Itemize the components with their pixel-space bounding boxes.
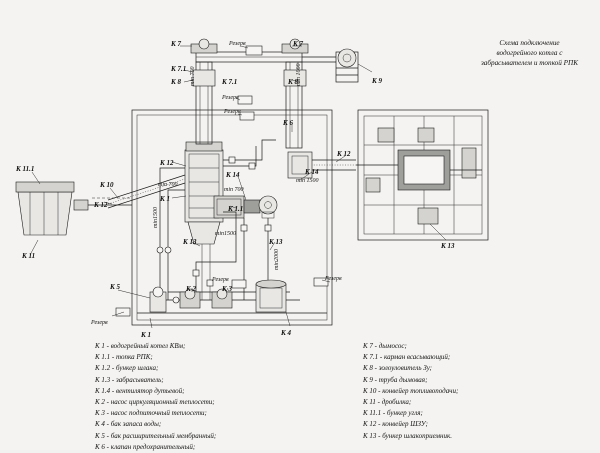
callout-label: min 1500 [296, 178, 319, 184]
callout-label: К 8 [288, 78, 298, 86]
legend-item: К 11.1 - бункер угля; [363, 409, 423, 418]
legend-item: К 1.3 - забрасыватель; [95, 375, 164, 384]
callout-label: К 14 [305, 168, 319, 176]
callout-label: min2000 [274, 249, 280, 270]
legend-item: К 11 - дробилка; [363, 398, 412, 407]
legend-item: К 5 - бак расширительный мембранный; [95, 431, 217, 440]
callout-label: К 14 [226, 171, 240, 179]
title-line-1: Схема подключение [499, 39, 560, 47]
callout-label: К 10 [100, 181, 114, 189]
callout-label: К 7.1 [171, 65, 187, 73]
drawing-title-block [467, 38, 592, 68]
title-line-2: водогрейного котла с [496, 49, 563, 57]
callout-label: min 1000 [296, 63, 302, 86]
callout-label: К 1.1 [228, 205, 244, 213]
callout-label: К 7 [293, 40, 303, 48]
callout-label: min 700 [190, 66, 196, 86]
callout-label: К 13 [183, 238, 197, 246]
legend-right-column [363, 341, 458, 442]
callout-label: К 6 [283, 119, 293, 127]
callout-label: К 11.1 [16, 165, 35, 173]
callout-label: Резерв [229, 41, 246, 47]
legend-item: К 1.4 - вентилятор дутьевой; [95, 386, 185, 395]
callout-label: min1500 [215, 231, 236, 237]
legend-item: К 1.1 - топка РПК; [95, 353, 153, 362]
callout-label: К 13 [269, 238, 283, 246]
legend-item: К 12 - конвейер ШЗУ; [363, 420, 428, 429]
legend-item: К 13 - бункер шлакоприемник. [363, 431, 453, 440]
callout-label: К 12 [160, 159, 174, 167]
callout-label: Резерв [224, 109, 241, 115]
legend-item: К 1.2 - бункер шлака; [95, 364, 159, 373]
callout-label: К 12 [94, 201, 108, 209]
title-line-3: забрасывателем и топкой РПК [480, 59, 579, 67]
legend-item: К 2 - насос циркуляционный теплосети; [95, 398, 215, 407]
legend-item: К 1 - водогрейный котел КВм; [95, 342, 186, 350]
legend-item: К 8 - золоуловитель Зу; [363, 364, 432, 373]
callout-label: min1500 [153, 207, 159, 228]
callout-label: К 11 [22, 252, 36, 260]
legend-item: К 9 - труба дымовая; [363, 375, 428, 384]
legend-left-column [95, 341, 216, 453]
callout-label: Резерв [325, 276, 342, 282]
callout-label: К 7.1 [222, 78, 238, 86]
legend-item: К 6 - клапан предохранительный; [95, 442, 196, 451]
callout-label: К 8 [171, 78, 181, 86]
callout-label: Резерв [212, 277, 229, 283]
callout-label: К 4 [281, 329, 291, 337]
callout-label: К 13 [441, 242, 455, 250]
callout-label: Резерв [91, 320, 108, 326]
callout-label: К 1 [141, 331, 151, 339]
callout-label: К 5 [110, 283, 120, 291]
callout-label: К 12 [337, 150, 351, 158]
callout-label: К 9 [372, 77, 382, 85]
callout-label: К 1 [160, 195, 170, 203]
callout-label: К 7 [171, 40, 181, 48]
callout-label: К 3 [222, 285, 232, 293]
callout-label: Резерв [222, 95, 239, 101]
callout-label: min 700 [224, 187, 244, 193]
legend-item: К 10 - конвейер топливоподачи; [363, 386, 459, 395]
callout-label: min 700 [158, 182, 178, 188]
legend-item: К 3 - насос подпиточный теплосети; [95, 409, 207, 418]
legend-item: К 7.1 - карман всасывающий; [363, 353, 451, 362]
legend-item: К 7 - дымосос; [363, 342, 407, 350]
callout-label: К 2 [186, 285, 196, 293]
legend-item: К 4 - бак запаса воды; [95, 420, 162, 429]
